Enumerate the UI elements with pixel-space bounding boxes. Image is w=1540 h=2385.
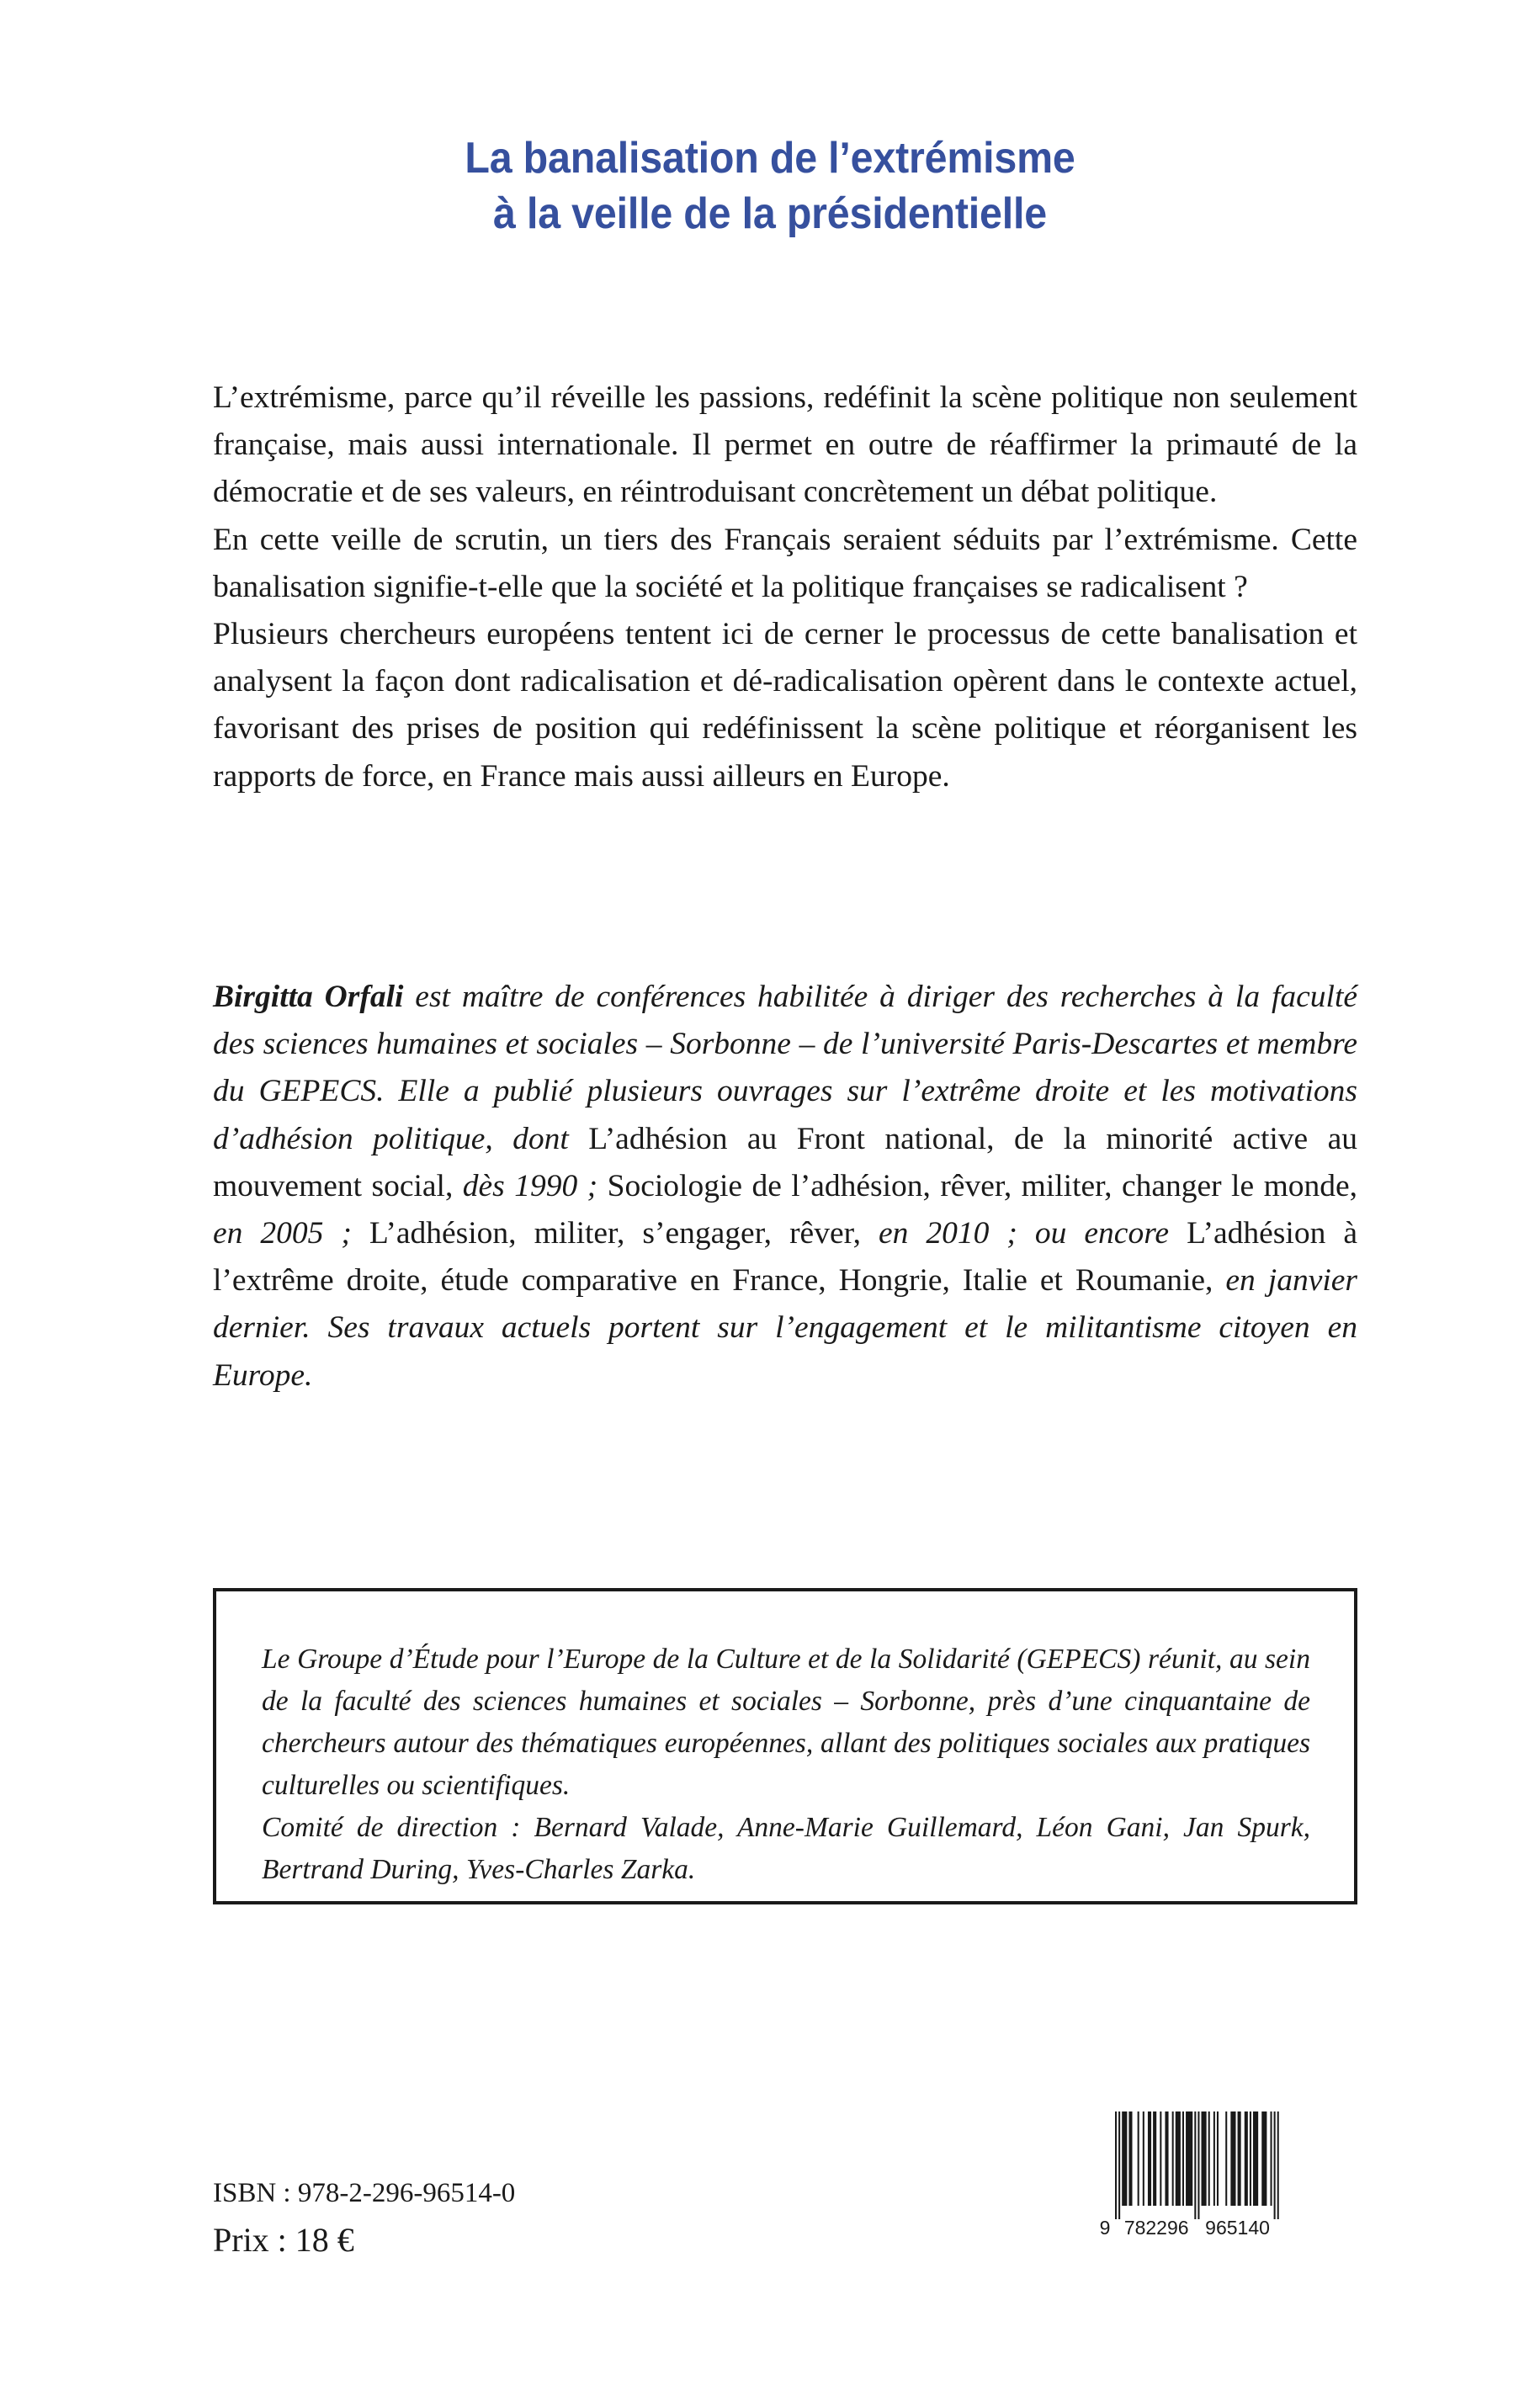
title-line-1: La banalisation de l’extrémisme: [465, 134, 1075, 183]
barcode-ean13-image: [1097, 2101, 1341, 2244]
bio-segment-2: dès 1990 ;: [453, 1168, 608, 1203]
barcode: [1097, 2101, 1341, 2244]
bio-segment-4: en 2010 ; ou encore: [860, 1216, 1187, 1251]
book-title-1: L’adhésion au Front national, de la minorité active au mouvement social,: [213, 1121, 1357, 1203]
svg-text:9: 9: [1099, 2217, 1111, 2239]
book-title-4: L’adhésion à l’extrême droite, étude comparative en France, Hongrie, Italie et Roumanie,: [213, 1216, 1357, 1299]
bio-segment-5: en janvier dernier. Ses travaux actuels portent sur l’engagement et le militantisme citoyen en Europe.: [213, 1263, 1357, 1393]
gepecs-info-box: [213, 1588, 1357, 1904]
book-title-3: L’adhésion, militer, s’engager, rêver,: [369, 1216, 861, 1251]
blurb-paragraph-2: En cette veille de scrutin, un tiers des Français seraient séduits par l’extrémisme. Cette banalisation signifie-t-elle que la société et la politique françaises se radicalisent ?: [213, 522, 1357, 604]
isbn-text: ISBN : 978-2-296-96514-0: [213, 2178, 516, 2208]
page-title: [0, 130, 1540, 242]
title-line-2: à la veille de la présidentielle: [492, 189, 1047, 238]
gepecs-committee: Comité de direction : Bernard Valade, Anne-Marie Guillemard, Léon Gani, Jan Spurk, Bertrand During, Yves-Charles Zarka.: [262, 1812, 1310, 1885]
svg-text:782296: 782296: [1123, 2217, 1189, 2239]
bio-segment-1: est maître de conférences habilitée à diriger des recherches à la faculté des sciences humaines et sociales – Sorbonne – de l’université Paris-Descartes et membre du GEPECS. Elle a publié plusieurs ouvrages sur l’extrême droite et les motivations d’adhésion politique, dont: [213, 980, 1358, 1156]
blurb-text: [213, 374, 1357, 800]
svg-text:965140: 965140: [1205, 2217, 1270, 2239]
author-biography: [213, 974, 1357, 1400]
blurb-paragraph-3: Plusieurs chercheurs européens tentent ici de cerner le processus de cette banalisation et analysent la façon dont radicalisation et dé-radicalisation opèrent dans le contexte actuel, favorisant des prises de position qui redéfinissent la scène politique et réorganisent les rapports de force, en France mais aussi ailleurs en Europe.: [213, 617, 1357, 794]
biography-paragraph: [213, 974, 1357, 1400]
price-text: Prix : 18 €: [213, 2221, 354, 2259]
gepecs-description: Le Groupe d’Étude pour l’Europe de la Culture et de la Solidarité (GEPECS) réunit, au sein de la faculté des sciences humaines et sociales – Sorbonne, près d’une cinquantaine de chercheurs autour des thématiques européennes, allant des politiques sociales aux pratiques culturelles ou scientifiques.: [262, 1644, 1310, 1801]
bio-segment-3: en 2005 ;: [213, 1216, 369, 1251]
blurb-paragraph-1: L’extrémisme, parce qu’il réveille les passions, redéfinit la scène politique non seulement française, mais aussi internationale. Il permet en outre de réaffirmer la primauté de la démocratie et de ses valeurs, en réintroduisant concrètement un débat politique.: [213, 380, 1357, 510]
author-name: Birgitta Orfali: [213, 980, 404, 1014]
footer-block: [213, 2170, 515, 2264]
gepecs-box-text: [262, 1639, 1310, 1891]
book-title-2: Sociologie de l’adhésion, rêver, militer, changer le monde,: [607, 1168, 1358, 1203]
